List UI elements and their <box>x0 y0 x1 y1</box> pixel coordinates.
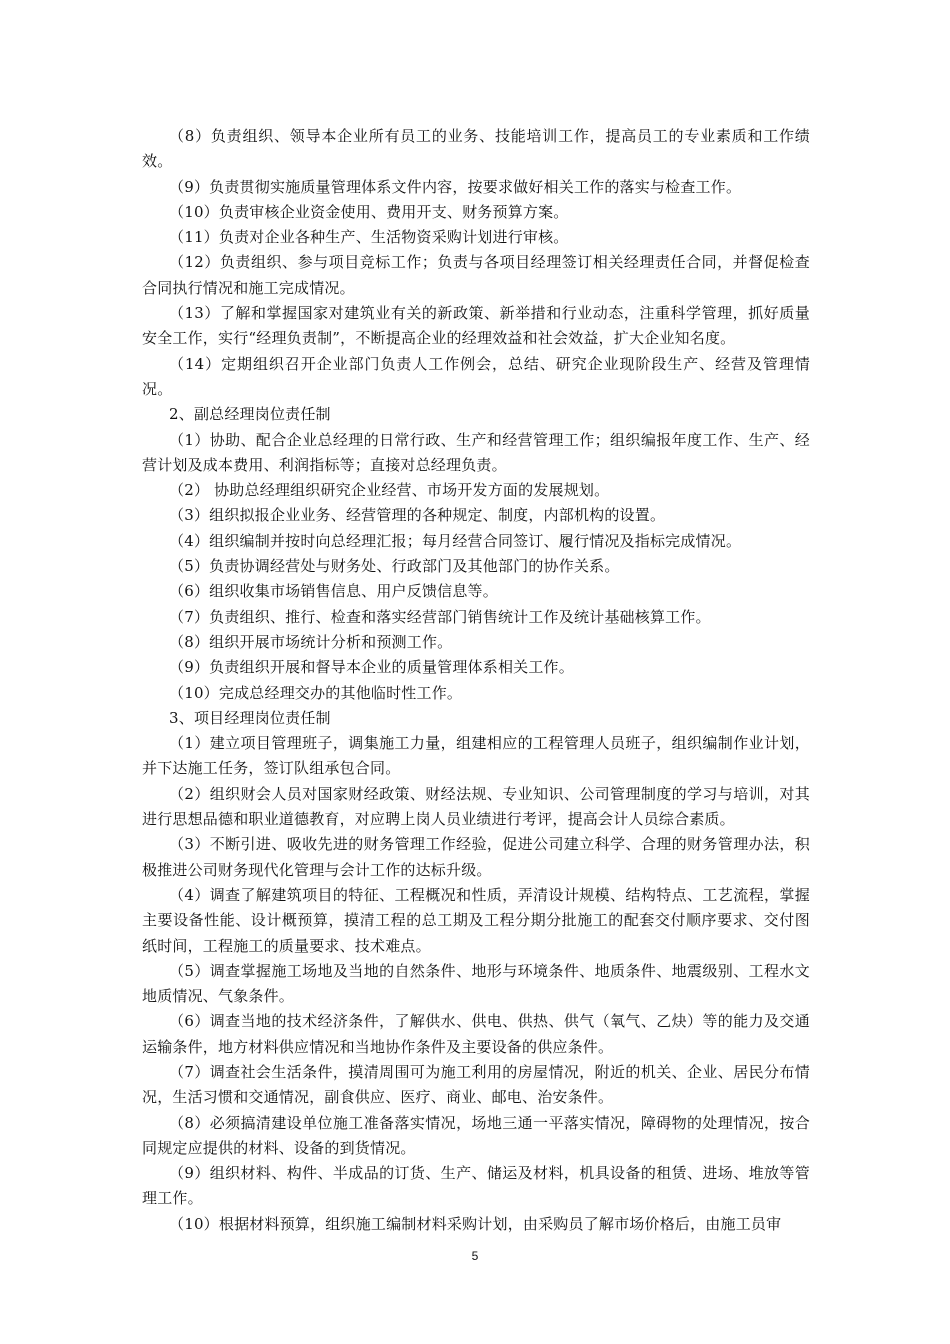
paragraph: （10）完成总经理交办的其他临时性工作。 <box>169 683 463 702</box>
paragraph: （6）调查当地的技术经济条件，了解供水、供电、供热、供气（氧气、乙炔）等的能力及交通运输条件，地方材料供应情况和当地协作条件及主要设备的供应条件。 <box>142 1012 810 1056</box>
paragraph: （1）协助、配合企业总经理的日常行政、生产和经营管理工作；组织编报年度工作、生产、经营计划及成本费用、利润指标等；直接对总经理负责。 <box>142 430 810 474</box>
paragraph: （13）了解和掌握国家对建筑业有关的新政策、新举措和行业动态，注重科学管理，抓好质量安全工作，实行“经理负责制”，不断提高企业的经理效益和社会效益，扩大企业知名度。 <box>142 304 810 348</box>
paragraph: （14）定期组织召开企业部门负责人工作例会，总结、研究企业现阶段生产、经营及管理情况。 <box>142 354 810 398</box>
paragraph: （10）根据材料预算，组织施工编制材料采购计划，由采购员了解市场价格后，由施工员审 <box>169 1214 782 1233</box>
paragraph: （9）负责贯彻实施质量管理体系文件内容，按要求做好相关工作的落实与检查工作。 <box>169 177 742 196</box>
section-heading: 2、副总经理岗位责任制 <box>169 405 331 424</box>
paragraph: （7）负责组织、推行、检查和落实经营部门销售统计工作及统计基础核算工作。 <box>169 607 711 626</box>
paragraph: （5）负责协调经营处与财务处、行政部门及其他部门的协作关系。 <box>169 557 620 576</box>
paragraph: （2） 协助总经理组织研究企业经营、市场开发方面的发展规划。 <box>169 481 610 500</box>
document-body <box>142 124 810 1237</box>
paragraph: （3）不断引进、吸收先进的财务管理工作经验，促进公司建立科学、合理的财务管理办法，积极推进公司财务现代化管理与会计工作的达标升级。 <box>142 835 810 879</box>
paragraph: （8）必须搞清建设单位施工准备落实情况，场地三通一平落实情况，障碍物的处理情况，按合同规定应提供的材料、设备的到货情况。 <box>142 1113 810 1157</box>
paragraph: （5）调查掌握施工场地及当地的自然条件、地形与环境条件、地质条件、地震级别、工程水文地质情况、气象条件。 <box>142 961 810 1006</box>
paragraph: （7）调查社会生活条件，摸清周围可为施工利用的房屋情况，附近的机关、企业、居民分布情况，生活习惯和交通情况，副食供应、医疗、商业、邮电、治安条件。 <box>142 1062 810 1107</box>
paragraph: （6）组织收集市场销售信息、用户反馈信息等。 <box>169 582 498 601</box>
paragraph: （4）调查了解建筑项目的特征、工程概况和性质，弄清设计规模、结构特点、工艺流程，掌握主要设备性能、设计概预算，摸清工程的总工期及工程分期分批施工的配套交付顺序要求、交付图纸时间，工程施工的质量要求、技术难点。 <box>142 885 810 955</box>
paragraph: （12）负责组织、参与项目竞标工作；负责与各项目经理签订相关经理责任合同，并督促检查合同执行情况和施工完成情况。 <box>142 253 810 297</box>
paragraph: （2）组织财会人员对国家财经政策、财经法规、专业知识、公司管理制度的学习与培训，对其进行思想品德和职业道德教育，对应聘上岗人员业绩进行考评，提高会计人员综合素质。 <box>142 784 810 829</box>
paragraph: （10）负责审核企业资金使用、费用开支、财务预算方案。 <box>169 202 569 221</box>
paragraph: （9）负责组织开展和督导本企业的质量管理体系相关工作。 <box>169 658 574 677</box>
paragraph: （3）组织拟报企业业务、经营管理的各种规定、制度，内部机构的设置。 <box>169 506 666 525</box>
page-number: 5 <box>471 1249 479 1263</box>
paragraph: （11）负责对企业各种生产、生活物资采购计划进行审核。 <box>169 228 569 247</box>
paragraph: （4）组织编制并按时向总经理汇报；每月经营合同签订、履行情况及指标完成情况。 <box>169 531 742 550</box>
paragraph: （8）负责组织、领导本企业所有员工的业务、技能培训工作，提高员工的专业素质和工作绩效。 <box>142 127 810 171</box>
paragraph: （8）组织开展市场统计分析和预测工作。 <box>169 632 453 651</box>
section-heading: 3、项目经理岗位责任制 <box>169 708 331 727</box>
paragraph: （9）组织材料、构件、半成品的订货、生产、储运及材料，机具设备的租赁、进场、堆放等管理工作。 <box>142 1164 810 1208</box>
paragraph: （1）建立项目管理班子，调集施工力量，组建相应的工程管理人员班子，组织编制作业计划，并下达施工任务，签订队组承包合同。 <box>142 734 810 778</box>
